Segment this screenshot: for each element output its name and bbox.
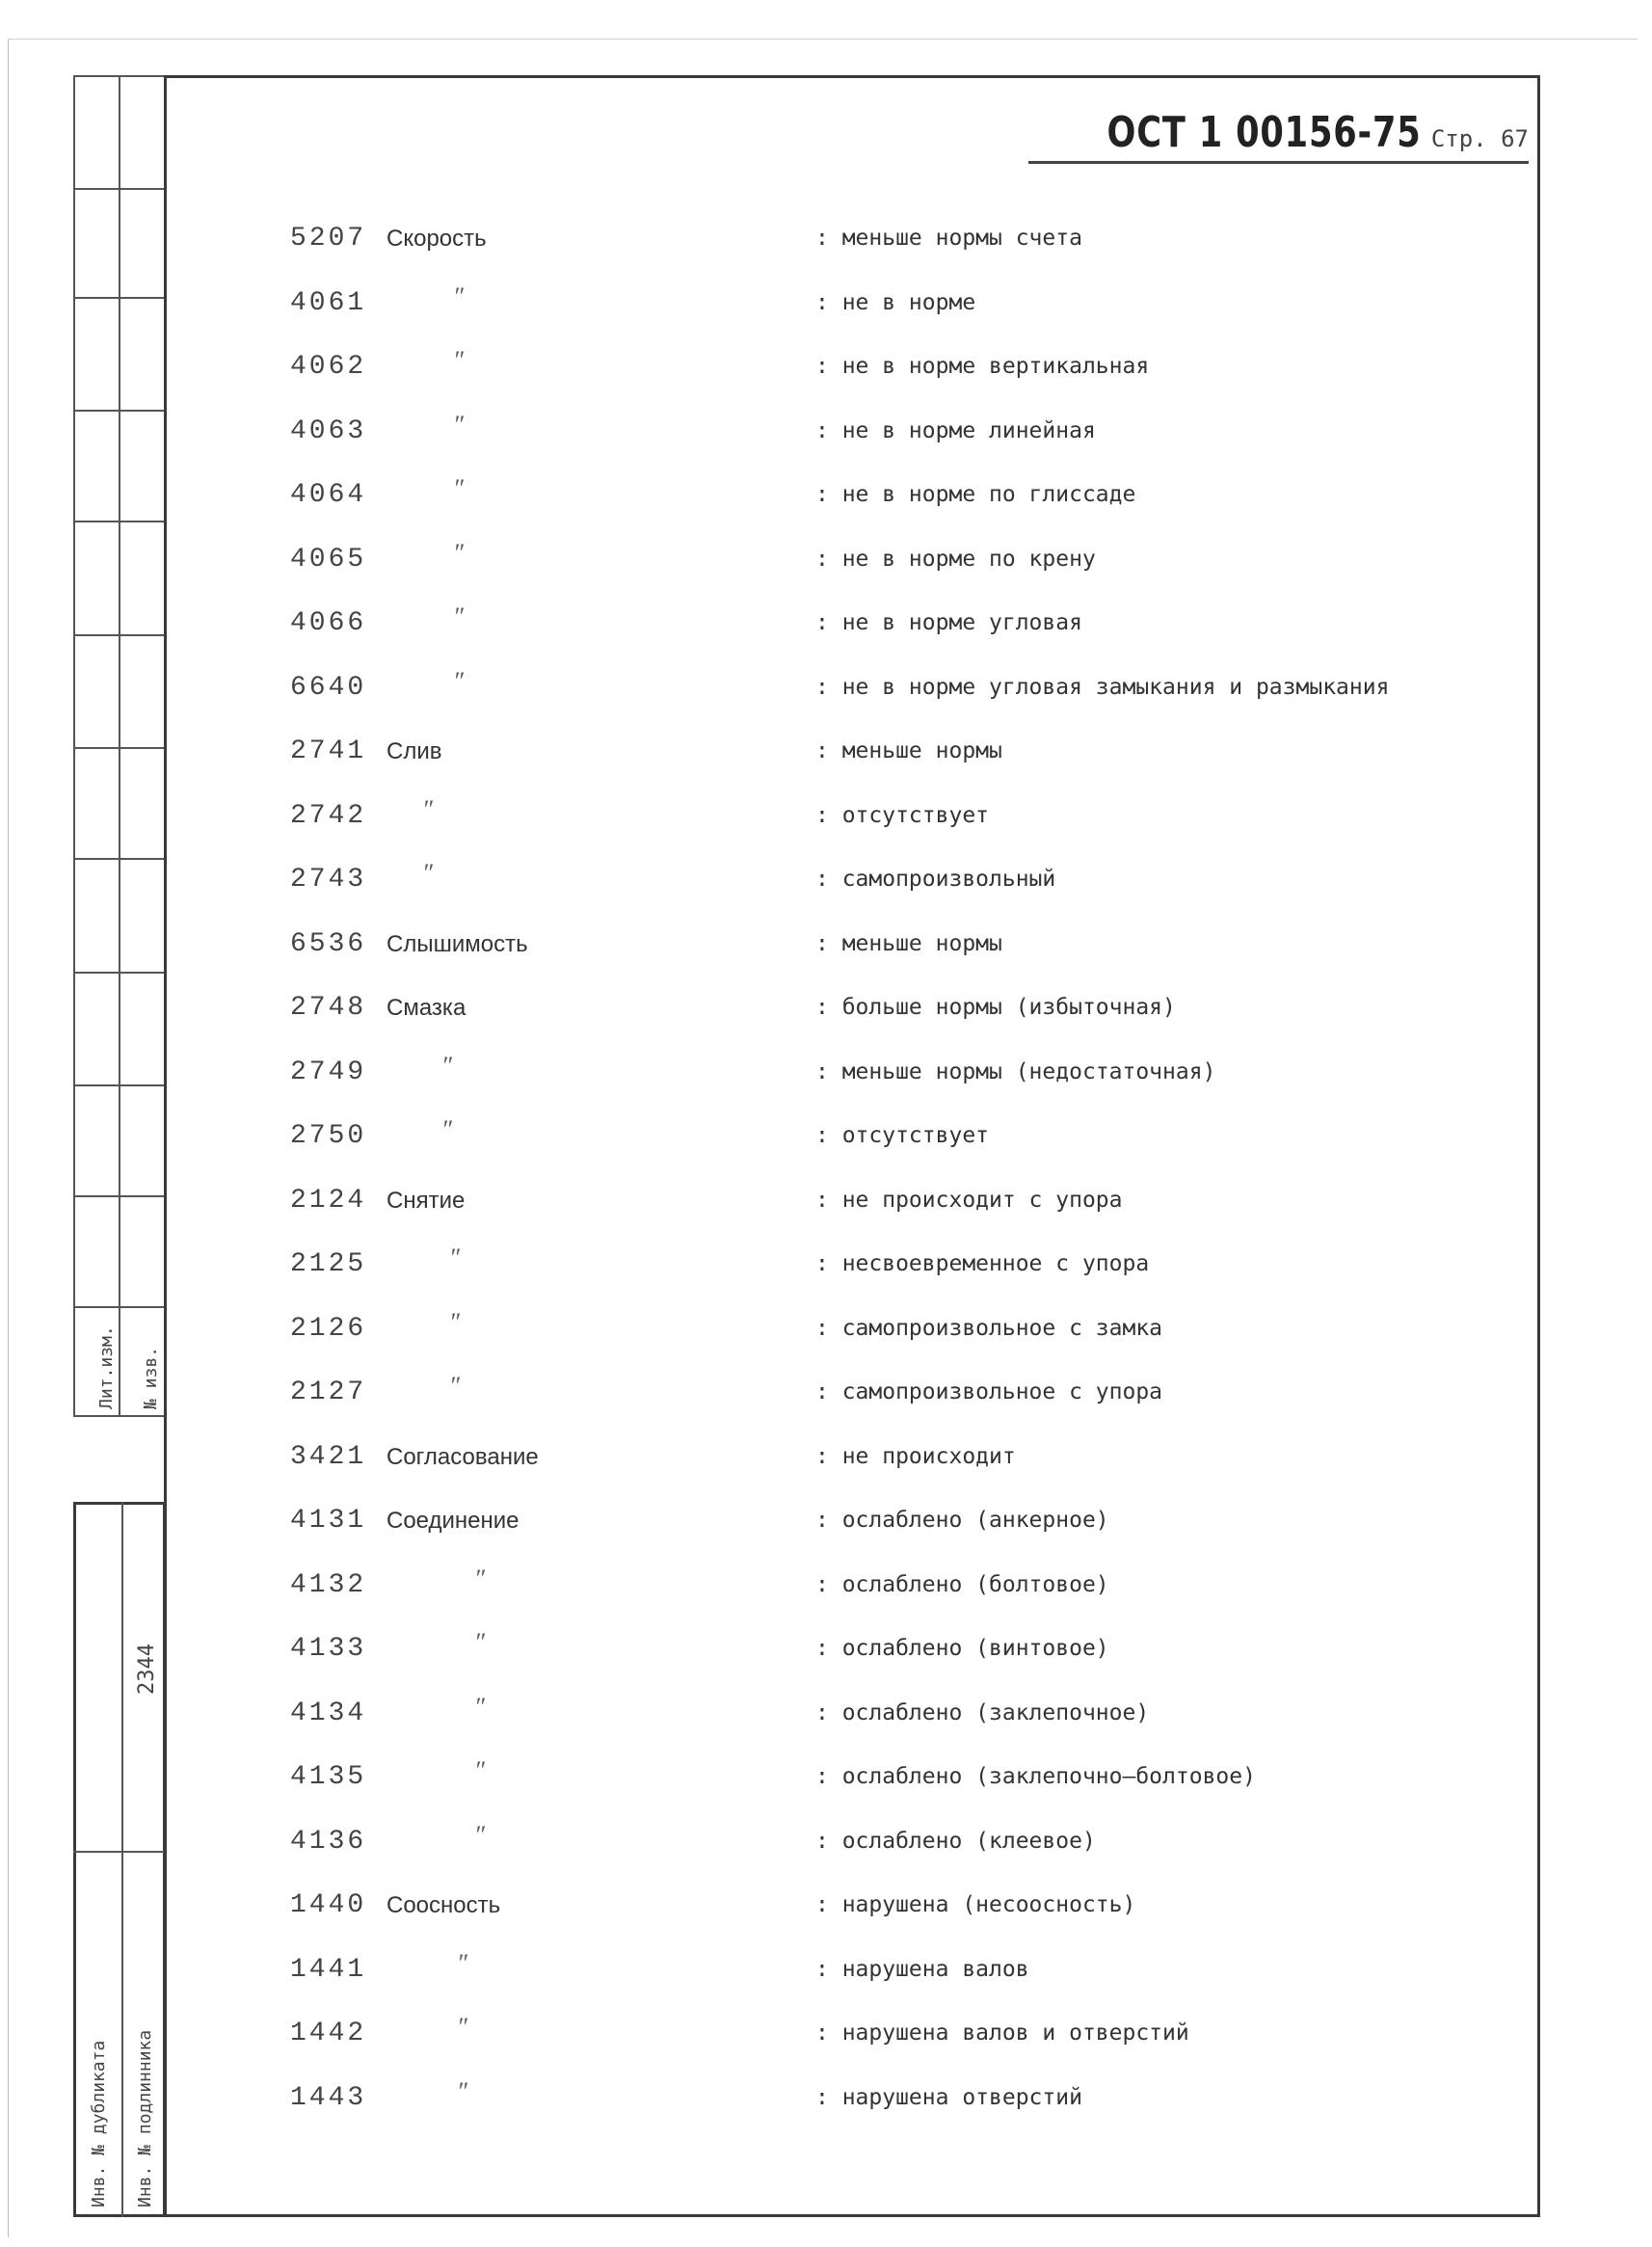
- row-description: : меньше нормы счета: [815, 226, 1082, 251]
- row-description: : самопроизвольное с замка: [815, 1315, 1163, 1341]
- table-row: [0, 1115, 1652, 1160]
- ditto-mark: ″: [457, 1948, 467, 1977]
- ditto-mark: ″: [474, 1692, 485, 1721]
- row-code: 2126: [290, 1313, 367, 1344]
- side-line: [73, 75, 164, 77]
- duplicate-number: 2344: [135, 1644, 159, 1695]
- row-description: : ослаблено (анкерное): [815, 1508, 1109, 1533]
- row-description: : меньше нормы: [815, 738, 1002, 763]
- table-row: [0, 410, 1652, 455]
- row-code: 2749: [290, 1057, 367, 1087]
- inv-original-label: Инв. № подлинника: [135, 2029, 155, 2207]
- row-description: : нарушена (несоосность): [815, 1892, 1136, 1917]
- row-code: 4135: [290, 1762, 367, 1792]
- row-description: : нарушена валов и отверстий: [815, 2020, 1189, 2046]
- ditto-mark: ″: [457, 2013, 467, 2041]
- row-term: Согласование: [386, 1443, 539, 1470]
- row-description: : ослаблено (клеевое): [815, 1828, 1096, 1854]
- ditto-mark: ″: [474, 1756, 485, 1784]
- row-term: Скорость: [386, 226, 487, 252]
- table-row: [0, 2076, 1652, 2122]
- row-code: 4132: [290, 1569, 367, 1600]
- row-description: : ослаблено (заклепочное): [815, 1699, 1150, 1725]
- table-row: [0, 474, 1652, 519]
- row-description: : ослаблено (винтовое): [815, 1636, 1109, 1661]
- row-description: : меньше нормы: [815, 930, 1002, 956]
- row-code: 4066: [290, 608, 367, 638]
- no-izv-label: № изв.: [141, 1346, 161, 1409]
- ditto-mark: ″: [474, 1628, 485, 1656]
- row-code: 2741: [290, 736, 367, 766]
- table-row: [0, 1756, 1652, 1801]
- row-code: 2748: [290, 993, 367, 1023]
- row-description: : не происходит с упора: [815, 1187, 1123, 1213]
- table-row: [0, 1244, 1652, 1288]
- table-row: [0, 2013, 1652, 2057]
- row-code: 1440: [290, 1890, 367, 1920]
- table-row: [0, 929, 1652, 968]
- table-row: [0, 736, 1652, 775]
- row-code: 6536: [290, 928, 367, 959]
- row-term: Смазка: [386, 995, 466, 1021]
- side-line: [73, 972, 164, 974]
- row-code: 1442: [290, 2019, 367, 2048]
- row-code: 2125: [290, 1249, 367, 1279]
- table-row: [0, 1307, 1652, 1352]
- row-description: : не происходит: [815, 1443, 1016, 1469]
- table-row: [0, 346, 1652, 390]
- row-description: : отсутствует: [815, 1123, 990, 1148]
- table-row: [0, 1564, 1652, 1609]
- row-description: : не в норме по глиссаде: [815, 482, 1136, 507]
- table-row: [0, 1948, 1652, 1993]
- row-code: 2743: [290, 865, 367, 895]
- row-code: 1441: [290, 1954, 367, 1985]
- table-row: [0, 1506, 1652, 1544]
- table-row: [0, 224, 1652, 262]
- ditto-mark: ″: [453, 602, 464, 630]
- ditto-mark: ″: [453, 538, 464, 567]
- ditto-mark: ″: [453, 474, 464, 502]
- row-term: Слив: [386, 738, 442, 764]
- row-description: : самопроизвольный: [815, 867, 1056, 892]
- ditto-mark: ″: [449, 1372, 460, 1400]
- row-description: : ослаблено (болтовое): [815, 1571, 1109, 1597]
- row-code: 4065: [290, 544, 367, 575]
- row-description: : не в норме угловая: [815, 610, 1082, 635]
- row-code: 4136: [290, 1826, 367, 1857]
- row-code: 2124: [290, 1185, 367, 1216]
- row-code: 2127: [290, 1378, 367, 1407]
- table-row: [0, 794, 1652, 840]
- row-description: : ослаблено (заклепочно–болтовое): [815, 1764, 1256, 1789]
- row-description: : не в норме линейная: [815, 417, 1096, 443]
- row-code: 4061: [290, 287, 367, 318]
- table-row: [0, 666, 1652, 711]
- side-line: [73, 858, 164, 860]
- ditto-mark: ″: [422, 794, 433, 823]
- ditto-mark: ″: [449, 1307, 460, 1336]
- row-description: : несвоевременное с упора: [815, 1251, 1150, 1276]
- row-description: : нарушена валов: [815, 1956, 1029, 1982]
- row-description: : не в норме: [815, 289, 976, 315]
- ditto-mark: ″: [422, 859, 433, 887]
- table-row: [0, 538, 1652, 583]
- ditto-mark: ″: [457, 2076, 467, 2105]
- row-code: 4133: [290, 1634, 367, 1664]
- row-code: 4134: [290, 1698, 367, 1728]
- ditto-mark: ″: [441, 1115, 452, 1143]
- side-line: [73, 521, 164, 522]
- table-row: [0, 1442, 1652, 1481]
- table-row: [0, 1051, 1652, 1096]
- row-description: : не в норме вертикальная: [815, 354, 1150, 379]
- row-code: 2742: [290, 800, 367, 831]
- ditto-mark: ″: [453, 346, 464, 374]
- row-code: 4063: [290, 415, 367, 446]
- ditto-mark: ″: [441, 1051, 452, 1080]
- table-row: [0, 1186, 1652, 1224]
- ditto-mark: ″: [453, 666, 464, 695]
- row-description: : нарушена отверстий: [815, 2084, 1082, 2110]
- ditto-mark: ″: [453, 281, 464, 310]
- side-line: [73, 188, 164, 190]
- table-row: [0, 993, 1652, 1031]
- row-code: 3421: [290, 1441, 367, 1472]
- standard-code: ОСТ 1 00156-75: [1106, 108, 1422, 157]
- page-header: [1028, 108, 1529, 164]
- row-description: : меньше нормы (недостаточная): [815, 1058, 1216, 1084]
- table-row: [0, 1820, 1652, 1865]
- table-row: [0, 859, 1652, 903]
- row-code: 4062: [290, 352, 367, 382]
- row-code: 4131: [290, 1506, 367, 1536]
- table-row: [0, 1628, 1652, 1672]
- row-term: Соосность: [386, 1892, 501, 1918]
- ditto-mark: ″: [474, 1820, 485, 1849]
- side-line: [73, 410, 164, 412]
- row-description: : не в норме угловая замыкания и размыкания: [815, 674, 1390, 700]
- table-row: [0, 281, 1652, 327]
- row-description: : самопроизвольное с упора: [815, 1379, 1163, 1404]
- row-description: : отсутствует: [815, 802, 990, 828]
- row-term: Снятие: [386, 1187, 466, 1214]
- row-code: 4064: [290, 480, 367, 510]
- inv-duplicate-label: Инв. № дубликата: [89, 2040, 109, 2207]
- table-row: [0, 1890, 1652, 1929]
- lit-izm-label: Лит.изм.: [96, 1325, 117, 1409]
- side-line: [73, 1306, 164, 1308]
- row-code: 6640: [290, 672, 367, 703]
- page-number: Стр. 67: [1430, 125, 1529, 152]
- ditto-mark: ″: [453, 410, 464, 439]
- row-code: 1443: [290, 2082, 367, 2113]
- ditto-mark: ″: [449, 1244, 460, 1271]
- ditto-mark: ″: [474, 1564, 485, 1592]
- table-row: [0, 602, 1652, 647]
- row-description: : не в норме по крену: [815, 546, 1096, 572]
- table-row: [0, 1692, 1652, 1737]
- row-code: 2750: [290, 1121, 367, 1151]
- row-code: 5207: [290, 224, 367, 254]
- row-description: : больше нормы (избыточная): [815, 995, 1176, 1020]
- row-term: Соединение: [386, 1508, 520, 1534]
- row-term: Слышимость: [386, 930, 528, 957]
